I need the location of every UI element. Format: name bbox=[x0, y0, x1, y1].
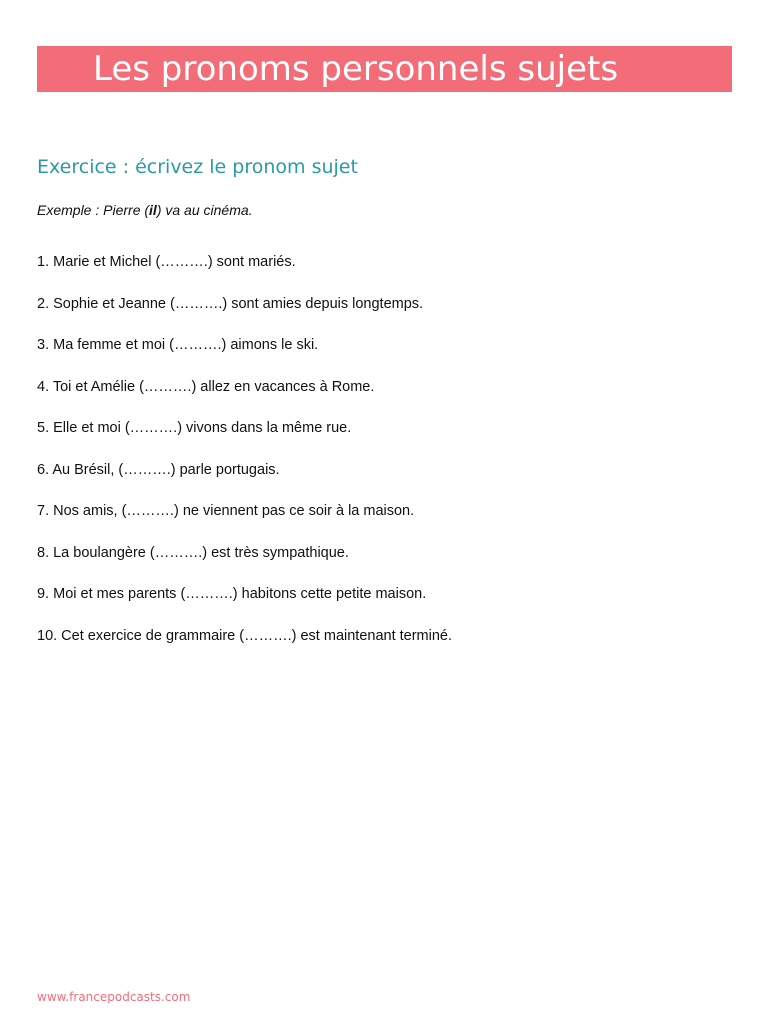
footer-website-link[interactable]: www.francepodcasts.com bbox=[37, 990, 191, 1004]
title-banner bbox=[37, 46, 732, 92]
page-title: Les pronoms personnels sujets bbox=[93, 49, 619, 89]
exercise-item: 9. Moi et mes parents (……….) habitons cette petite maison. bbox=[37, 586, 427, 602]
exercise-item: 1. Marie et Michel (……….) sont mariés. bbox=[37, 254, 296, 270]
exercise-heading: Exercice : écrivez le pronom sujet bbox=[37, 156, 358, 178]
example-sentence bbox=[37, 202, 253, 218]
exercise-item: 10. Cet exercice de grammaire (……….) est maintenant terminé. bbox=[37, 627, 453, 644]
exercise-item: 3. Ma femme et moi (……….) aimons le ski. bbox=[37, 337, 319, 353]
exercise-item: 8. La boulangère (……….) est très sympathique. bbox=[37, 544, 349, 561]
exercise-list bbox=[37, 254, 452, 669]
exercise-item: 5. Elle et moi (……….) vivons dans la même rue. bbox=[37, 420, 352, 436]
example-answer: il bbox=[149, 202, 157, 218]
exercise-item: 6. Au Brésil, (……….) parle portugais. bbox=[37, 461, 280, 478]
example-after: ) va au cinéma. bbox=[156, 202, 253, 218]
exercise-item: 4. Toi et Amélie (……….) allez en vacances à Rome. bbox=[37, 378, 375, 395]
exercise-item: 2. Sophie et Jeanne (……….) sont amies depuis longtemps. bbox=[37, 295, 424, 312]
exercise-item: 7. Nos amis, (……….) ne viennent pas ce soir à la maison. bbox=[37, 503, 415, 519]
example-before: Exemple : Pierre ( bbox=[37, 202, 150, 218]
